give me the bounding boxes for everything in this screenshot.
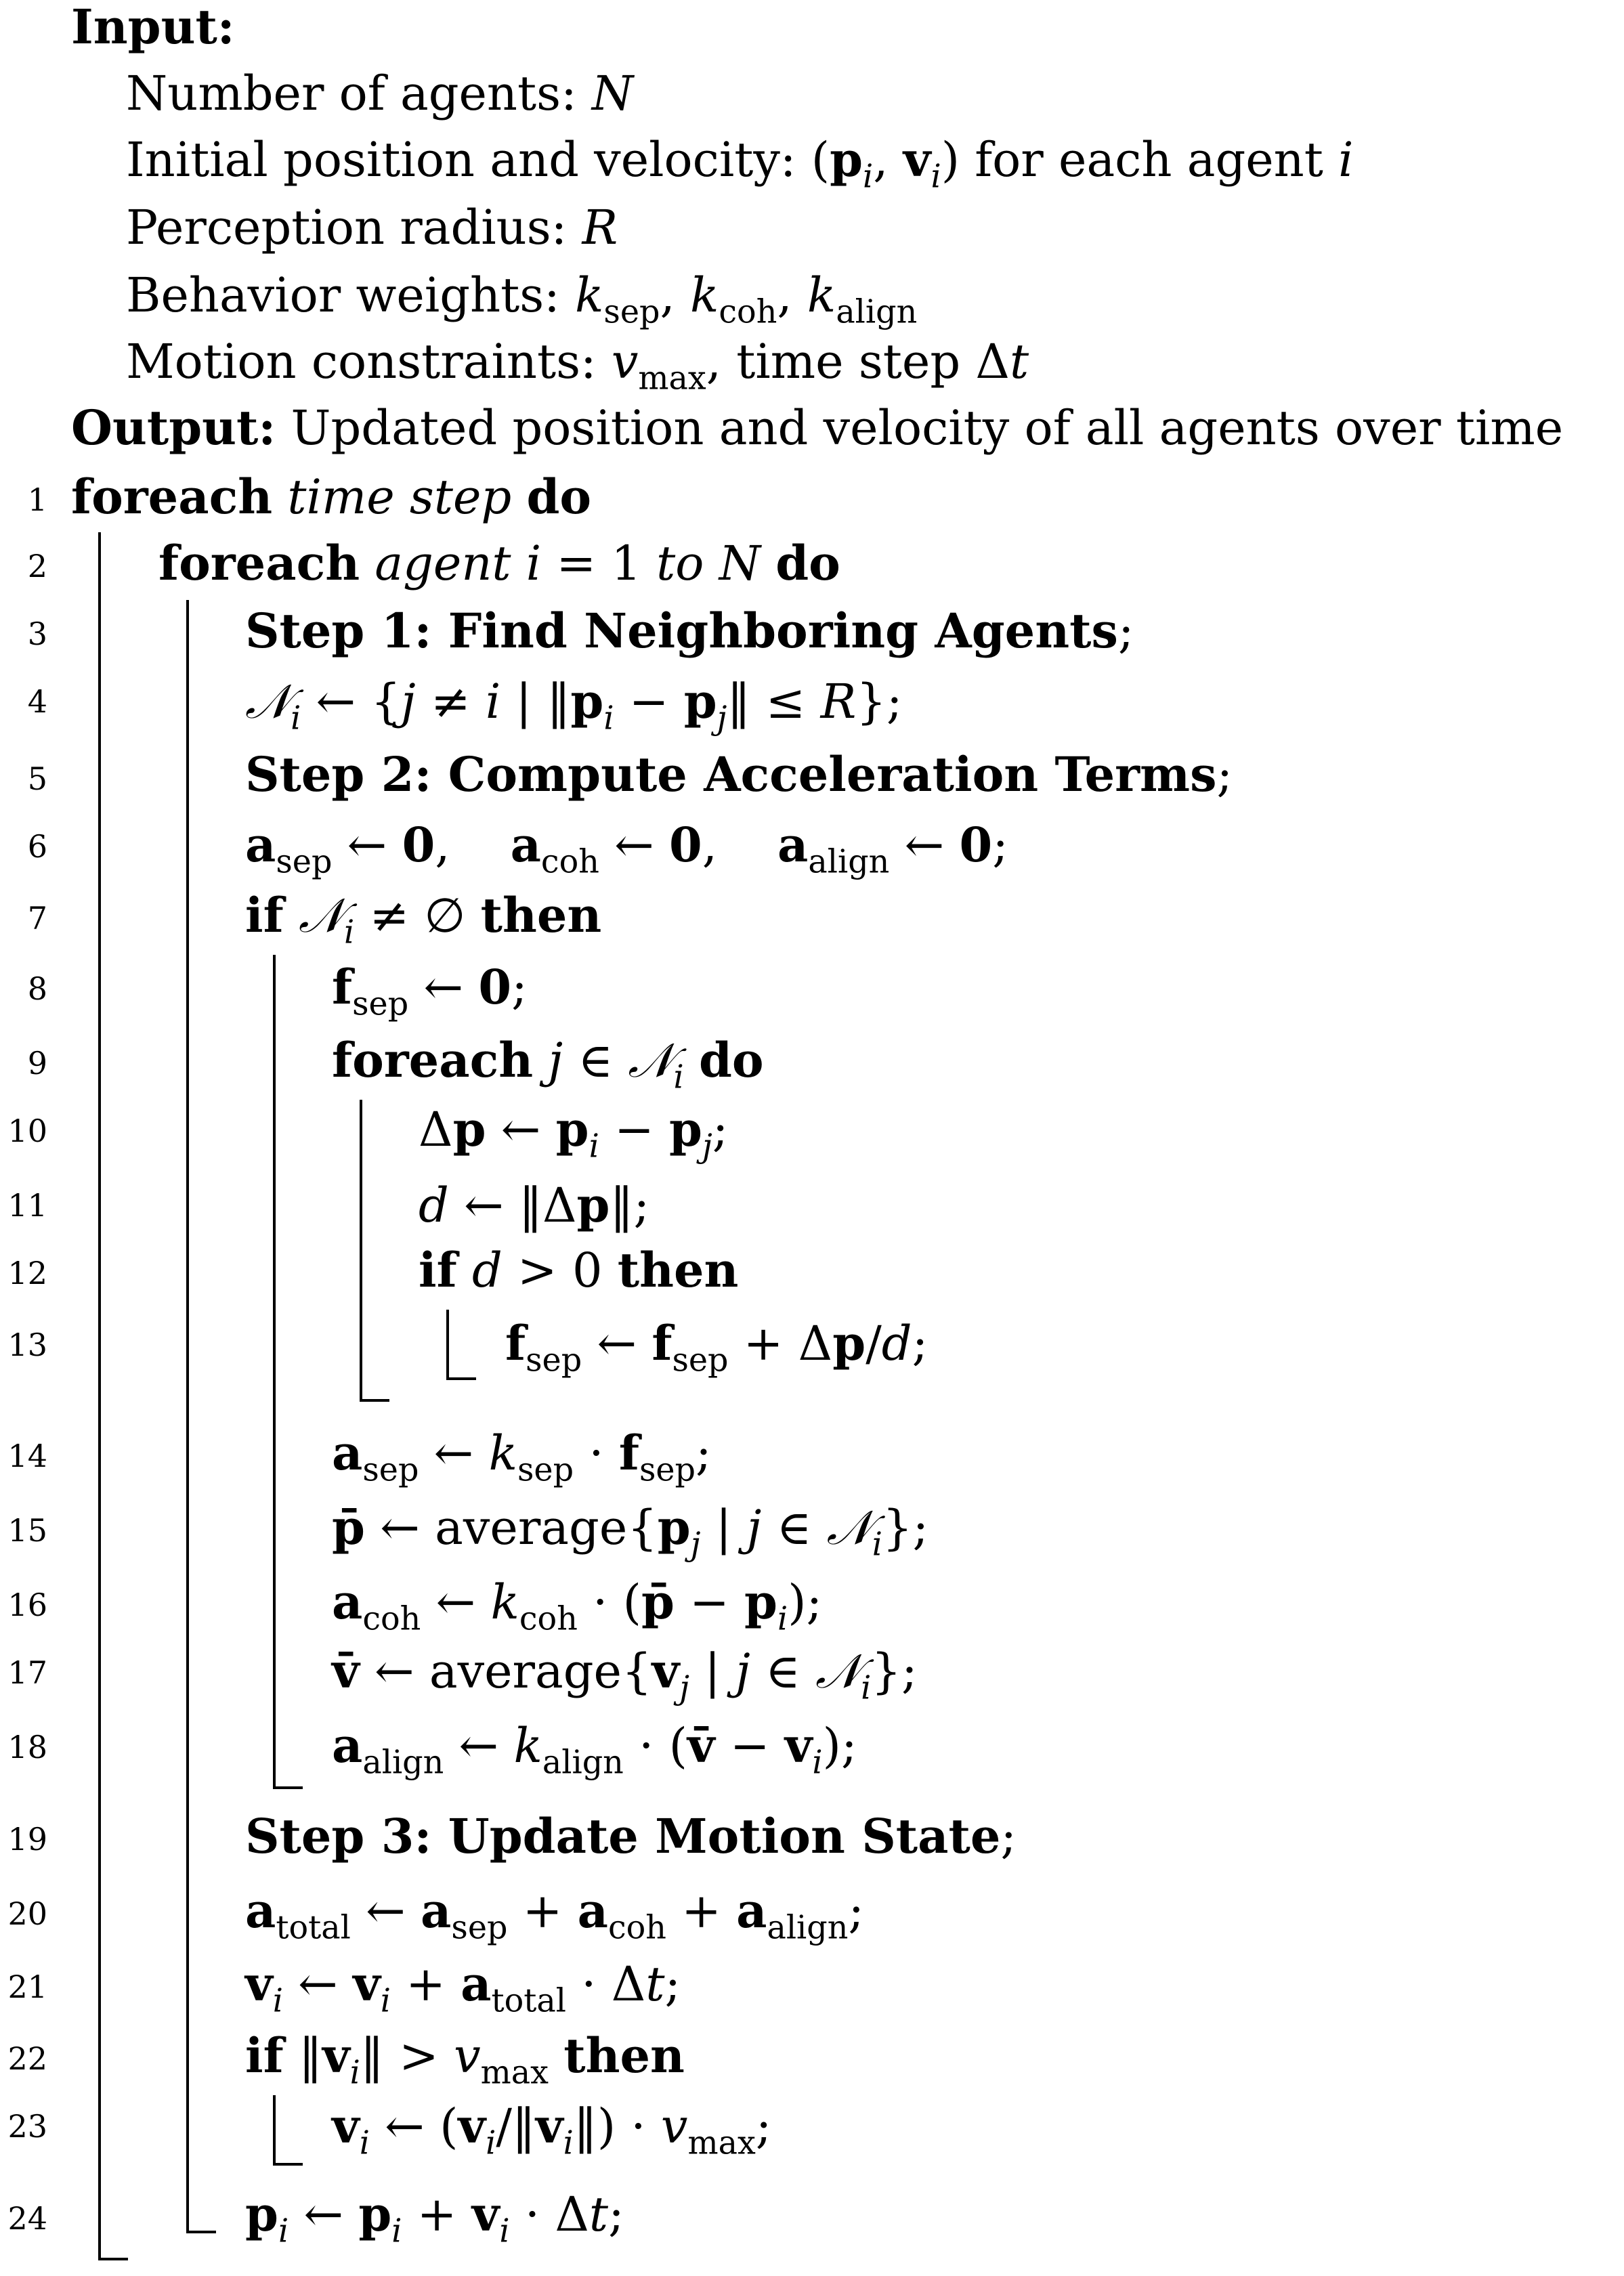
line-number: 15 [7, 1512, 47, 1549]
line-number: 10 [7, 1113, 47, 1149]
code-line-19: Step 3: Update Motion State; [245, 1808, 1017, 1864]
code-line-13: $f_{sep}$ ← $f_{sep} + \Delta p/d$; [505, 1315, 928, 1379]
code-line-9: foreach j ∈ 𝒩$_i$ do [332, 1032, 764, 1096]
line-number: 16 [7, 1587, 47, 1623]
line-number: 17 [7, 1654, 47, 1691]
line-number: 23 [7, 2108, 47, 2145]
code-line-3: Step 1: Find Neighboring Agents; [245, 603, 1134, 659]
code-line-6: $a_{sep}$ ← 0, $a_{coh}$ ← 0, $a_{align}$ ← 0; [245, 817, 1008, 881]
line-number: 21 [7, 1969, 47, 2005]
block-end-agent-foreach [186, 2231, 216, 2233]
code-line-17: v̄ ← $average\{v_j$ | j ∈ 𝒩$_i$}; [332, 1643, 918, 1707]
block-end-if-distance [446, 1377, 476, 1380]
output-line: Output: Updated position and velocity of all agents over time [71, 400, 1564, 456]
block-end-neighbor-foreach [360, 1399, 389, 1402]
input-line-3: Perception radius: R [126, 200, 618, 255]
code-line-24: $p_i$ ← $p_i + v_i \cdot \Delta t$; [245, 2186, 624, 2250]
block-bar-if-speed [273, 2095, 276, 2166]
code-line-8: $f_{sep}$ ← 0; [332, 959, 528, 1023]
line-number: 14 [7, 1438, 47, 1474]
code-line-20: $a_{total}$ ← $a_{sep} + a_{coh} + a_{align}$; [245, 1883, 864, 1947]
block-bar-agent-foreach [186, 600, 189, 2233]
block-bar-if-neighbors [273, 955, 276, 1789]
code-line-23: $v_i$ ← $(v_i/‖v_i‖) \cdot v_{max}$; [332, 2098, 772, 2162]
line-number: 20 [7, 1895, 47, 1932]
block-bar-outer-foreach [98, 532, 101, 2260]
block-bar-if-distance [446, 1310, 449, 1380]
block-end-outer-foreach [98, 2258, 128, 2260]
block-bar-neighbor-foreach [360, 1100, 362, 1402]
code-line-15: p̄ ← $average\{p_j$ | j ∈ 𝒩$_i$}; [332, 1499, 929, 1564]
line-number: 5 [27, 760, 47, 797]
code-line-12: if d > 0 then [419, 1242, 739, 1298]
line-number: 4 [27, 683, 47, 720]
line-number: 24 [7, 2200, 47, 2237]
block-end-if-neighbors [273, 1786, 303, 1789]
code-line-14: $a_{sep}$ ← $k_{sep} \cdot f_{sep}$; [332, 1425, 712, 1489]
code-line-11: d ← ‖Δp‖; [419, 1177, 650, 1233]
input-line-2: Initial position and velocity: ($p_i$, $v_i$) for each agent i [126, 131, 1354, 196]
line-number: 6 [27, 828, 47, 865]
line-number: 12 [7, 1255, 47, 1291]
line-number: 22 [7, 2040, 47, 2077]
code-line-18: $a_{align}$ ← $k_{align}$ · (v̄ − $v_i$); [332, 1717, 857, 1782]
code-line-1: foreach time step do [71, 469, 592, 525]
input-line-5: Motion constraints: $v_{max}$, time step Δt [126, 334, 1029, 398]
code-line-2: foreach agent i = 1 to N do [158, 535, 840, 591]
code-line-5: Step 2: Compute Acceleration Terms; [245, 746, 1233, 802]
code-line-4: 𝒩$_i$ ← {j ≠ i | $‖p_i$ − $p_j‖ \le R$}; [245, 673, 903, 737]
line-number: 2 [27, 548, 47, 584]
line-number: 8 [27, 970, 47, 1007]
code-line-10: Δp ← $p_i - p_j$; [419, 1101, 729, 1165]
code-line-22: if $‖v_i‖ > v_{max}$ then [245, 2027, 685, 2092]
line-number: 7 [27, 900, 47, 937]
block-end-if-speed [273, 2163, 303, 2166]
line-number: 1 [27, 481, 47, 518]
line-number: 18 [7, 1729, 47, 1765]
input-line-4: Behavior weights: $k_{sep}$, $k_{coh}$, $k_{align}$ [126, 267, 918, 331]
code-line-16: $a_{coh}$ ← $k_{coh}$ · (p̄ − $p_i$); [332, 1574, 823, 1638]
line-number: 9 [27, 1045, 47, 1081]
line-number: 13 [7, 1327, 47, 1363]
line-number: 3 [27, 616, 47, 652]
input-label: Input: [71, 0, 235, 55]
input-line-1: Number of agents: N [126, 66, 634, 121]
code-line-21: $v_i$ ← $v_i + a_{total} \cdot \Delta t$; [245, 1956, 681, 2020]
line-number: 11 [7, 1187, 47, 1224]
code-line-7: if 𝒩$_i$ ≠ ∅ then [245, 887, 602, 951]
line-number: 19 [7, 1821, 47, 1858]
